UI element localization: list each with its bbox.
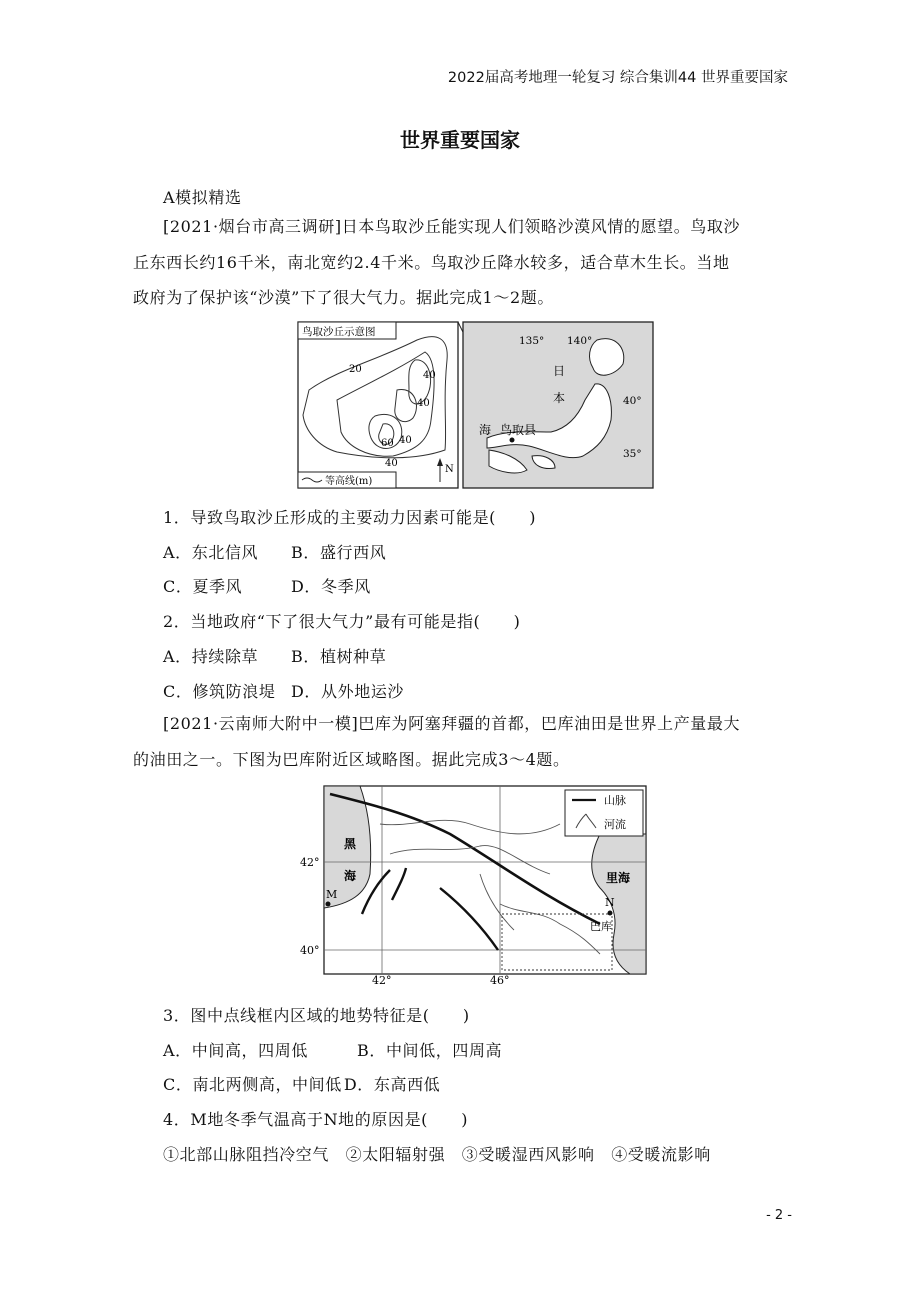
black-sea-label: 黑 (344, 837, 357, 851)
question-2-row-2 (163, 679, 404, 702)
sea-label: 本 (553, 391, 566, 405)
section-label: A模拟精选 (163, 188, 242, 207)
question-2: 2．当地政府“下了很大气力”最有可能是指( ) (163, 612, 521, 631)
option-b[interactable]: B．中间低，四周高 (357, 1041, 503, 1060)
tottori-dot (510, 438, 515, 443)
question-4: 4．M地冬季气温高于N地的原因是( ) (163, 1110, 469, 1129)
contour-label: 20 (349, 364, 362, 375)
dune-panel-frame (298, 322, 458, 488)
question-2-row-1 (163, 644, 386, 667)
dune-map-title: 鸟取沙丘示意图 (302, 326, 376, 338)
caspian-label: 里海 (606, 871, 631, 885)
black-sea-label: 海 (344, 869, 357, 883)
question-3-row-2 (163, 1072, 440, 1095)
option-c[interactable]: C．修筑防浪堤 (163, 682, 276, 701)
lon-label: 135° (519, 335, 545, 347)
option-b[interactable]: B．植树种草 (291, 647, 387, 666)
point-n-label: N (605, 896, 615, 909)
option-d[interactable]: D．从外地运沙 (291, 682, 405, 701)
legend-label: 等高线(m) (325, 476, 373, 487)
baku-label: 巴库 (590, 920, 612, 933)
passage-2-line: 的油田之一。下图为巴库附近区域略图。据此完成3～4题。 (133, 749, 570, 769)
contour-label: 40 (399, 435, 412, 446)
passage-1 (133, 209, 793, 316)
question-1-row-1 (163, 540, 386, 563)
legend-mountain-label: 山脉 (604, 794, 626, 807)
passage-1-line: 丘东西长约16千米，南北宽约2.4千米。鸟取沙丘降水较多，适合草木生长。当地 (133, 252, 730, 272)
question-1: 1．导致鸟取沙丘形成的主要动力因素可能是( ) (163, 508, 537, 527)
option-d[interactable]: D．东高西低 (343, 1075, 441, 1094)
tottori-map-figure (297, 320, 655, 490)
contour-label: 40 (417, 398, 430, 409)
baku-map-figure (300, 784, 650, 984)
lat-label: 40° (623, 395, 642, 407)
passage-1-line: [2021·烟台市高三调研]日本鸟取沙丘能实现人们领略沙漠风情的愿望。鸟取沙 (163, 217, 741, 236)
option-a[interactable]: A．持续除草 (163, 647, 259, 666)
lon-label: 140° (567, 335, 593, 347)
passage-2 (133, 706, 793, 777)
contour-label: 40 (423, 370, 436, 381)
option-a[interactable]: A．东北信风 (163, 543, 259, 562)
point-m-label: M (326, 888, 338, 901)
lat-label: 42° (300, 856, 320, 869)
page-number: - 2 - (766, 1208, 792, 1223)
lon-label: 46° (490, 974, 510, 984)
passage-2-line: [2021·云南师大附中一模]巴库为阿塞拜疆的首都，巴库油田是世界上产量最大 (163, 714, 741, 733)
option-d[interactable]: D．冬季风 (291, 577, 371, 596)
prefecture-label: 鸟取县 (500, 423, 537, 437)
page-title: 世界重要国家 (400, 128, 520, 152)
question-3: 3．图中点线框内区域的地势特征是( ) (163, 1006, 470, 1025)
question-4-options: ①北部山脉阻挡冷空气 ②太阳辐射强 ③受暖湿西风影响 ④受暖流影响 (163, 1145, 711, 1164)
option-c[interactable]: C．南北两侧高，中间低 (163, 1075, 342, 1094)
lat-label: 40° (300, 944, 320, 957)
point-m (326, 902, 331, 907)
option-a[interactable]: A．中间高，四周低 (163, 1041, 308, 1060)
option-b[interactable]: B．盛行西风 (291, 543, 387, 562)
legend-river-label: 河流 (604, 818, 626, 831)
lon-label: 42° (372, 974, 392, 984)
passage-1-line: 政府为了保护该“沙漠”下了很大气力。据此完成1～2题。 (133, 288, 554, 307)
contour-label: 60 (381, 438, 394, 449)
contour-label: 40 (385, 458, 398, 469)
hokkaido-shape (590, 339, 624, 376)
page-header: 2022届高考地理一轮复习 综合集训44 世界重要国家 (447, 70, 788, 86)
lat-label: 35° (623, 448, 642, 460)
sea-label: 日 (553, 364, 566, 378)
sea-label: 海 (479, 423, 492, 437)
north-label: N (445, 464, 454, 475)
question-1-row-2 (163, 574, 371, 597)
option-c[interactable]: C．夏季风 (163, 577, 243, 596)
question-3-row-1 (163, 1038, 502, 1061)
point-n (608, 911, 613, 916)
